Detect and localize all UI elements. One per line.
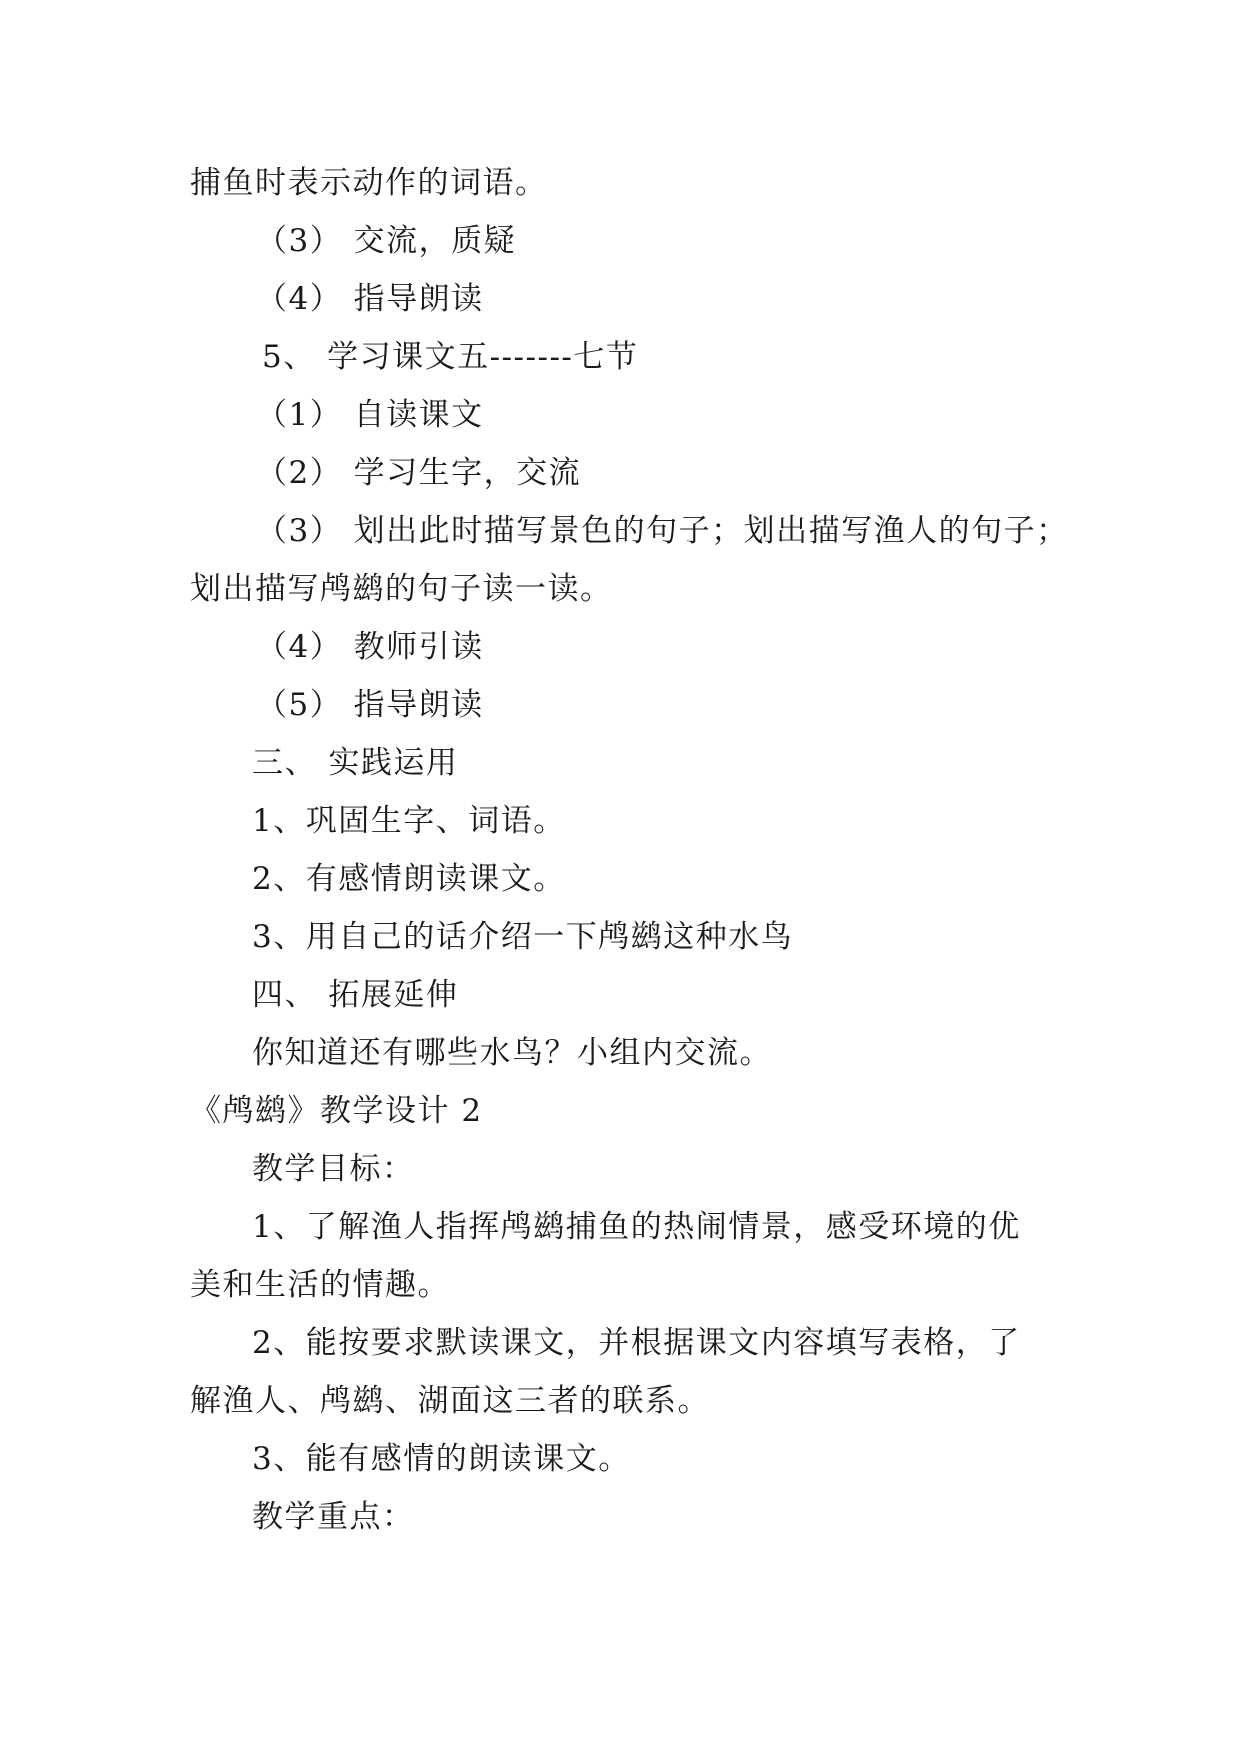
text-line: 教学目标：	[252, 1151, 415, 1187]
text-line: 解渔人、鸬鹚、湖面这三者的联系。	[190, 1383, 710, 1419]
text-line: 1、了解渔人指挥鸬鹚捕鱼的热闹情景，感受环境的优	[252, 1209, 1021, 1245]
text-line: 1、巩固生字、词语。	[252, 803, 566, 839]
text-line: （3） 划出此时描写景色的句子；划出描写渔人的句子；	[256, 513, 1069, 549]
section-heading: 《鸬鹚》教学设计 2	[190, 1093, 483, 1129]
text-line: 四、 拓展延伸	[252, 977, 459, 1013]
text-line: 教学重点：	[252, 1499, 415, 1535]
text-line: （4） 教师引读	[256, 629, 484, 665]
text-line: （2） 学习生字，交流	[256, 455, 582, 491]
text-line: 2、能按要求默读课文，并根据课文内容填写表格，了	[252, 1325, 1021, 1361]
text-line: 捕鱼时表示动作的词语。	[190, 165, 548, 201]
text-line: 3、用自己的话介绍一下鸬鹚这种水鸟	[252, 919, 794, 955]
text-line: 2、有感情朗读课文。	[252, 861, 566, 897]
text-line: 你知道还有哪些水鸟？小组内交流。	[252, 1035, 772, 1071]
text-line: 三、 实践运用	[252, 745, 459, 781]
text-line: （5） 指导朗读	[256, 687, 484, 723]
text-line: 5、 学习课文五-------七节	[262, 339, 639, 375]
text-line: 划出描写鸬鹚的句子读一读。	[190, 571, 613, 607]
text-line: （3） 交流，质疑	[256, 223, 517, 259]
text-line: （1） 自读课文	[256, 397, 484, 433]
text-line: （4） 指导朗读	[256, 281, 484, 317]
text-line: 3、能有感情的朗读课文。	[252, 1441, 631, 1477]
text-line: 美和生活的情趣。	[190, 1267, 450, 1303]
